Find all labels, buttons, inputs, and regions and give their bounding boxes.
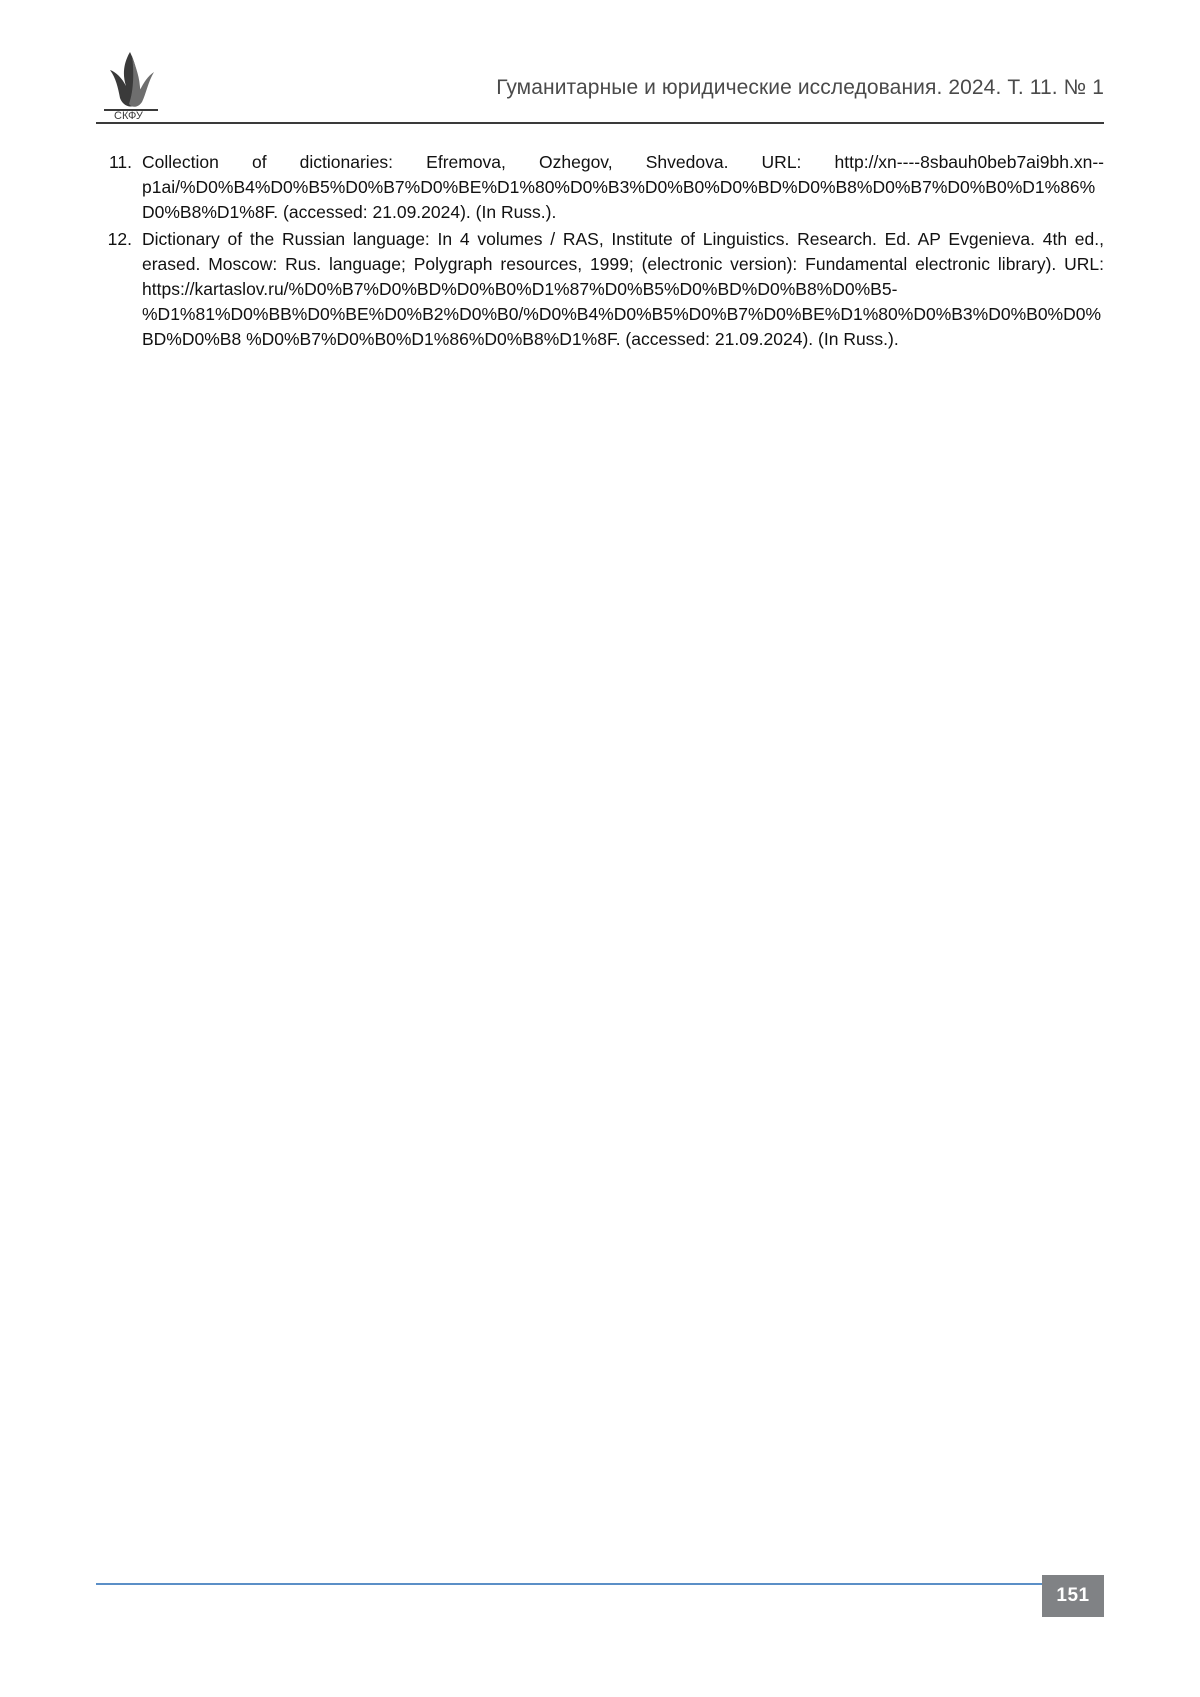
reference-number: 12. [107, 229, 132, 249]
header-divider [96, 122, 1104, 124]
journal-header-title: Гуманитарные и юридические исследования. 2024. Т. 11. № 1 [496, 76, 1104, 99]
skfu-logo [96, 48, 196, 120]
svg-text:СКФУ: СКФУ [114, 110, 143, 120]
reference-text: Dictionary of the Russian language: In 4 volumes / RAS, Institute of Linguistics. Research. Ed. AP Evgenieva. 4th ed., erased. Moscow: Rus. language; Polygraph resources, 1999; (electronic version): Fundamental electronic library). URL: https://kartaslov.ru/%D0%B7%D0%BD%D0%B0%D1%87%D0%B5%D0%BD%D0%B8%D0%B5-%D1%81%D0%BB%D0%BE%D0%B2%D0%B0/%D0%B4%D0%B5%D0%B7%D0%BE%D1%80%D0%B3%D0%B0%D0%BD%D0%B8 %D0%B7%D0%B0%D1%86%D0%B8%D1%8F. (accessed: 21.09.2024). (In Russ.). [142, 229, 1104, 349]
page-header [96, 48, 1104, 120]
reference-number: 11. [108, 152, 132, 172]
page-number-badge: 151 [1042, 1575, 1104, 1617]
list-item [96, 227, 1104, 352]
reference-text: Collection of dictionaries: Efremova, Ozhegov, Shvedova. URL: http://xn----8sbauh0beb7ai9bh.xn--p1ai/%D0%B4%D0%B5%D0%B7%D0%BE%D1%80%D0%B3%D0%B0%D0%BD%D0%B8%D0%B7%D0%B0%D1%86%D0%B8%D1%8F. (accessed: 21.09.2024). (In Russ.). [142, 152, 1104, 222]
reference-list [96, 150, 1104, 354]
list-item [96, 150, 1104, 225]
footer-divider [96, 1583, 1104, 1585]
